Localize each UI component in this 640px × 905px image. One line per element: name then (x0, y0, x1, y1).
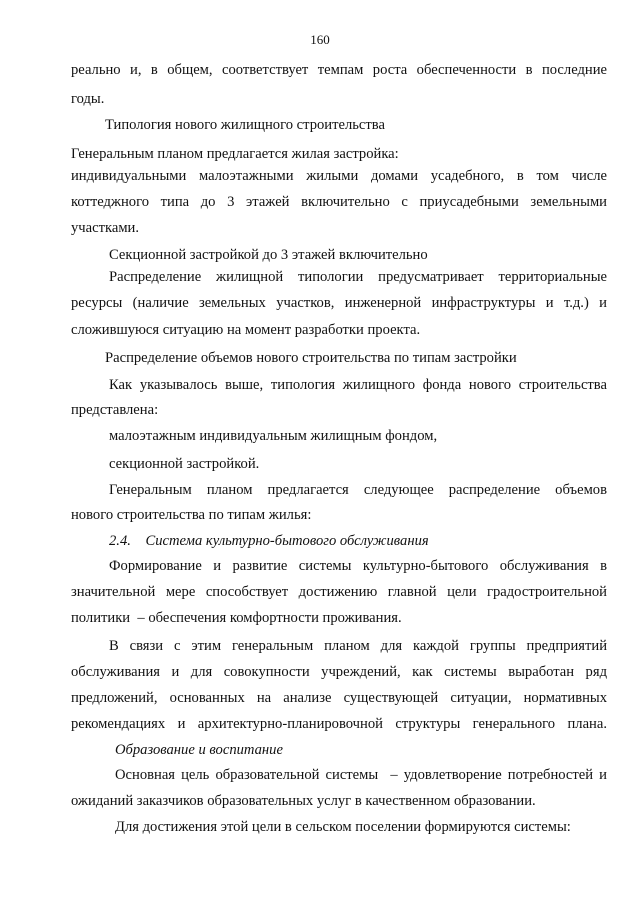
text-line: Секционной застройкой до 3 этажей включительно (109, 247, 428, 263)
list-item: секционной застройкой. (109, 456, 260, 472)
text-line: Генеральным планом предлагается следующее распределение объемов (109, 482, 607, 498)
text-line: ожиданий заказчиков образовательных услуг в качественном образовании. (71, 793, 536, 809)
text-line: политики – обеспечения комфортности проживания. (71, 610, 402, 626)
page-number: 160 (310, 32, 330, 47)
text-line: значительной мере способствует достижению главной цели градостроительной (71, 584, 607, 600)
text-line: индивидуальными малоэтажными жилыми домами усадебного, в том числе (71, 168, 607, 184)
text-line: В связи с этим генеральным планом для каждой группы предприятий (109, 638, 607, 654)
text-line: рекомендациях и архитектурно-планировочной структуры генерального плана. (71, 716, 607, 732)
text-line: нового строительства по типам жилья: (71, 507, 312, 523)
text-line: Для достижения этой цели в сельском поселении формируются системы: (115, 819, 571, 835)
text-line: ресурсы (наличие земельных участков, инженерной инфраструктуры и т.д.) и (71, 295, 607, 311)
text-line: обслуживания и для совокупности учреждений, как системы выработан ряд (71, 664, 607, 680)
text-line: годы. (71, 91, 105, 107)
list-item: малоэтажным индивидуальным жилищным фондом, (109, 428, 438, 444)
text-line: реально и, в общем, соответствует темпам роста обеспеченности в последние (71, 62, 607, 78)
text-line: сложившуюся ситуацию на момент разработки проекта. (71, 322, 421, 338)
subsection-title: Образование и воспитание (115, 742, 283, 758)
text-line: участками. (71, 220, 140, 236)
text-line: представлена: (71, 402, 159, 418)
text-line: Генеральным планом предлагается жилая застройка: (71, 146, 399, 162)
text-line: Основная цель образовательной системы – удовлетворение потребностей и (115, 767, 607, 783)
text-line: коттеджного типа до 3 этажей включительно с приусадебными земельными (71, 194, 607, 210)
text-line: Формирование и развитие системы культурно-бытового обслуживания в (109, 558, 607, 574)
text-line: Как указывалось выше, типология жилищного фонда нового строительства (109, 377, 607, 393)
text-line: предложений, основанных на анализе существующей ситуации, нормативных (71, 690, 607, 706)
section-title: 2.4. Система культурно-бытового обслуживания (109, 533, 429, 549)
text-line: Распределение жилищной типологии предусматривает территориальные (109, 269, 607, 285)
section-heading: Распределение объемов нового строительства по типам застройки (105, 350, 517, 366)
section-heading: Типология нового жилищного строительства (105, 117, 385, 133)
